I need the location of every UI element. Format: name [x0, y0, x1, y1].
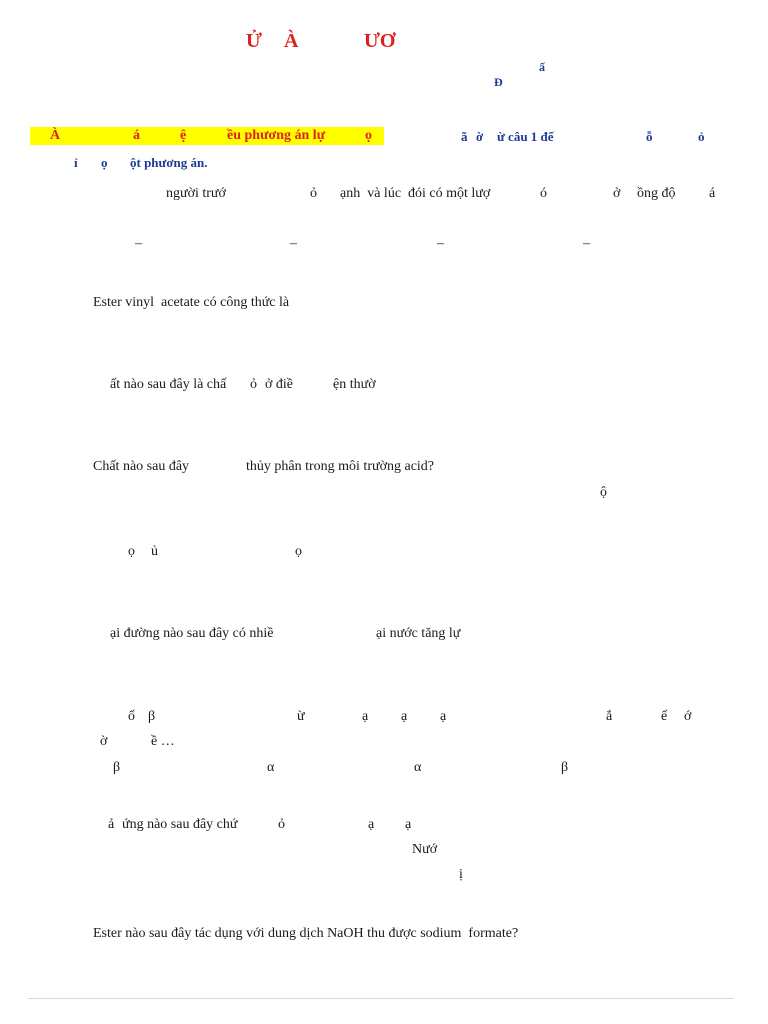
option-text: Nướ [412, 842, 438, 857]
question-text: ố [128, 709, 135, 724]
part-heading-fragment-4: ều phương án lự [227, 128, 326, 143]
option-dash: – [290, 236, 297, 251]
question-text: ạ [362, 709, 369, 724]
option-text: ị [459, 867, 463, 882]
question-text: thủy phân trong môi trường acid? [246, 459, 435, 474]
question-text: ứng nào sau đây chứ [122, 817, 238, 832]
question-text: ề … [151, 734, 175, 749]
page-divider [28, 998, 734, 999]
instruction-fragment-3: ừ câu 1 đế [497, 129, 554, 144]
option-dash: – [583, 236, 590, 251]
question-text: ất nào sau đây là chấ [110, 377, 227, 392]
question-text: Ester nào sau đây tác dụng với dung dịch NaOH thu được sodium formate? [93, 926, 519, 941]
instruction-fragment-1: ã [461, 129, 468, 144]
option-text: ủ [151, 544, 158, 559]
question-text: ừ [297, 709, 305, 724]
question-text: ạ [368, 817, 375, 832]
question-text: ở điề [265, 377, 294, 392]
subtitle-fragment-2: Đ [494, 75, 503, 89]
option-text: β [113, 760, 121, 775]
option-text: α [414, 760, 422, 775]
question-text: ện thườ [333, 377, 376, 392]
option-text: ọ [295, 544, 302, 559]
question-text: ạ [401, 709, 408, 724]
subtitle-fragment-1: ấ [539, 60, 545, 74]
question-text: ạ [405, 817, 412, 832]
option-text: α [267, 760, 275, 775]
part-heading-fragment-5: ọ [365, 128, 372, 143]
instruction-fragment-8: ột phương án. [130, 155, 208, 170]
part-heading-highlight [30, 127, 384, 145]
question-text: ồng độ [637, 186, 676, 201]
question-text: ạnh và lúc đói có một lượ [340, 186, 491, 201]
question-text: ó [540, 186, 547, 201]
question-text: Chất nào sau đây [93, 459, 190, 474]
instruction-fragment-5: ỏ [698, 129, 705, 144]
question-text: ớ [684, 709, 692, 724]
part-heading-fragment-1: À [50, 128, 61, 143]
instruction-fragment-7: ọ [101, 155, 108, 170]
title-fragment-3: ƯƠ [364, 30, 396, 52]
title-fragment-1: Ử [246, 30, 262, 52]
instruction-fragment-6: ỉ [74, 155, 78, 170]
question-text: á [709, 186, 716, 201]
question-text: ạ [440, 709, 447, 724]
question-text: ở [613, 186, 621, 201]
option-dash: – [437, 236, 444, 251]
question-text: ờ [100, 734, 108, 749]
question-text: người trướ [166, 186, 226, 201]
instruction-fragment-2: ờ [476, 129, 484, 144]
question-text: ỏ [278, 817, 285, 832]
option-text: ộ [600, 485, 607, 500]
title-fragment-2: À [284, 30, 299, 52]
option-text: β [561, 760, 569, 775]
part-heading-fragment-3: ệ [180, 128, 187, 143]
question-text: ại đường nào sau đây có nhiề [110, 626, 274, 641]
question-text: ại nước tăng lự [376, 626, 461, 641]
question-text: ỏ [310, 186, 317, 201]
option-dash: – [135, 236, 142, 251]
question-text: ả [108, 817, 115, 832]
option-text: ọ [128, 544, 135, 559]
question-text: β [148, 709, 156, 724]
part-heading-fragment-2: á [133, 128, 140, 143]
question-text: ỏ [250, 377, 257, 392]
instruction-fragment-4: ỗ [646, 129, 653, 144]
question-text: ế [661, 709, 668, 724]
question-text: Ester vinyl acetate có công thức là [93, 295, 290, 310]
question-text: ắ [606, 709, 613, 724]
